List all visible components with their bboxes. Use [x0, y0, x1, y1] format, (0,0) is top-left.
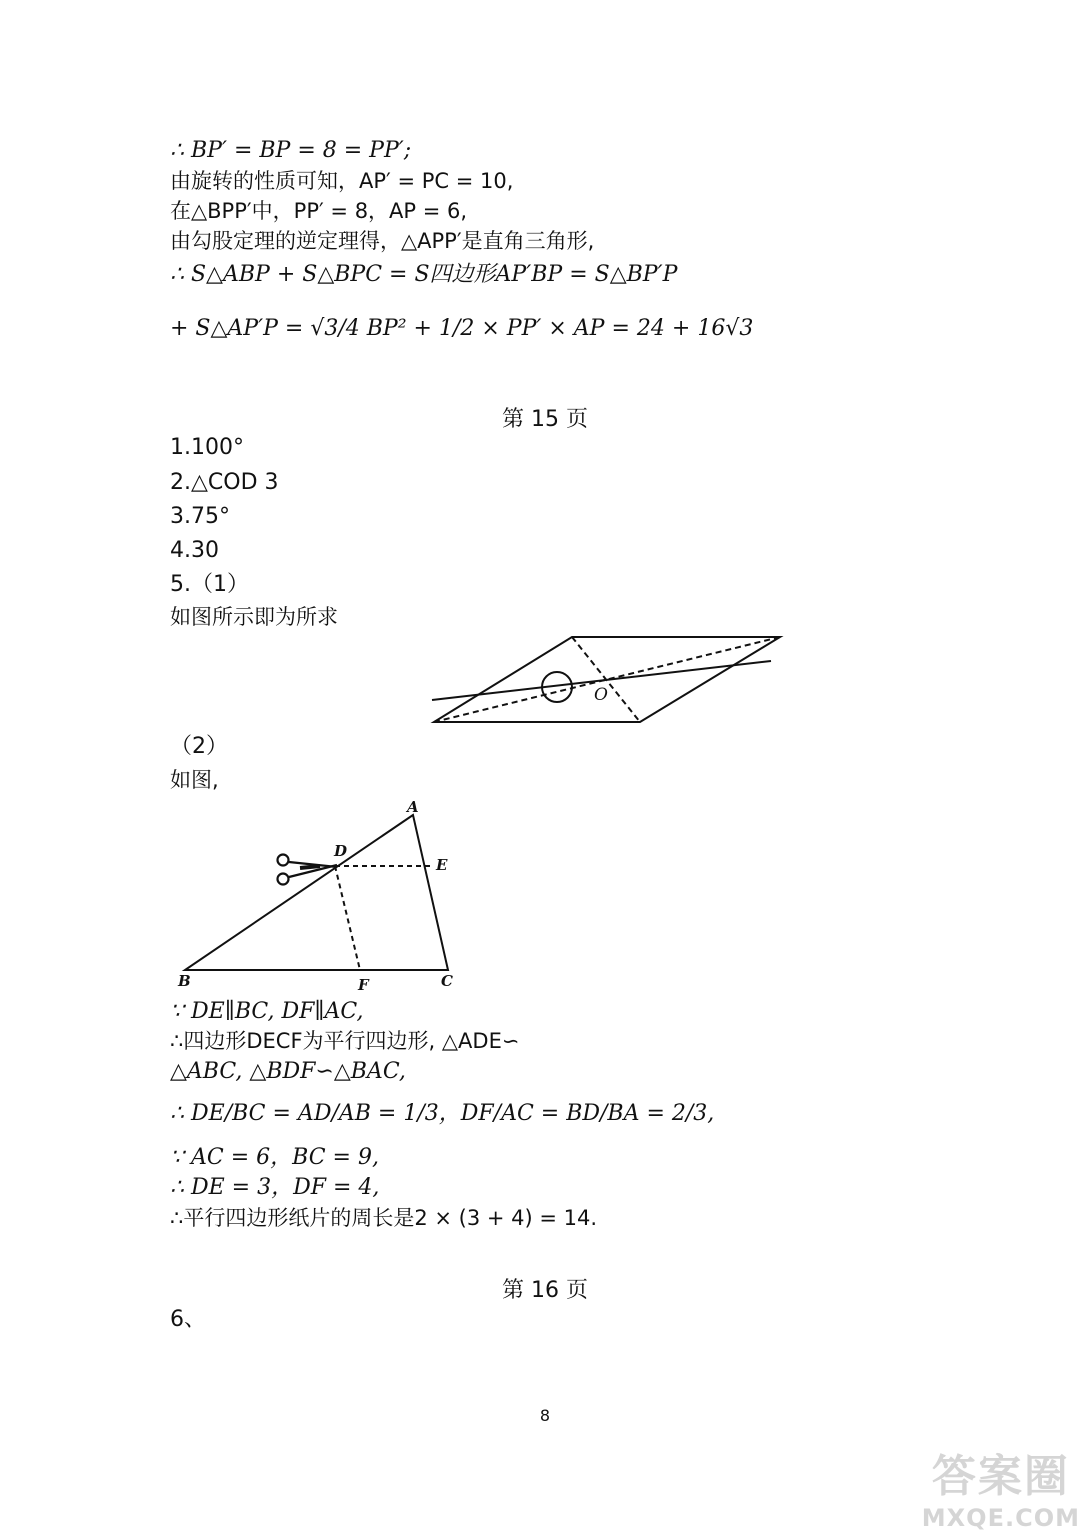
solution-line-3: △ABC, △BDF∽△BAC,	[170, 1059, 406, 1084]
solution-line-1: ∵ DE∥BC, DF∥AC,	[170, 999, 364, 1024]
answer-6: 6、	[170, 1307, 206, 1332]
label-b: B	[178, 972, 191, 990]
label-c: C	[441, 972, 453, 990]
solution-line-7: ∴平行四边形纸片的周长是2 × (3 + 4) = 14.	[170, 1206, 598, 1230]
parallelogram-figure	[428, 630, 788, 730]
triangle-abc	[185, 815, 448, 970]
answer-4: 4.30	[170, 538, 219, 563]
solution-line-6: ∴ DE = 3，DF = 4,	[170, 1175, 380, 1200]
answer-1: 1.100°	[170, 435, 244, 460]
derivation-line-4: 由勾股定理的逆定理得，△APP′是直角三角形,	[170, 229, 595, 253]
triangle-figure	[170, 795, 470, 995]
part2-note: 如图,	[170, 768, 219, 792]
label-o: O	[594, 685, 608, 705]
label-d: D	[334, 842, 348, 860]
answer-5: 5.（1）	[170, 572, 249, 597]
derivation-line-2: 由旋转的性质可知，AP′ = PC = 10,	[170, 169, 514, 193]
label-f: F	[358, 976, 369, 994]
scissors-icon	[278, 855, 338, 885]
watermark	[922, 1440, 1080, 1532]
watermark-url: MXQE.COM	[921, 1504, 1080, 1532]
part2-label: （2）	[170, 734, 228, 759]
solution-line-2: ∴四边形DECF为平行四边形, △ADE∽	[170, 1029, 520, 1053]
section-heading-16: 第 16 页	[502, 1278, 588, 1303]
label-a: A	[407, 798, 419, 816]
derivation-line-3: 在△BPP′中，PP′ = 8，AP = 6,	[170, 199, 468, 223]
diagonal-1	[572, 637, 640, 722]
derivation-line-6: + S△AP′P = √3/4 BP² + 1/2 × PP′ × AP = 24 + 16√3	[170, 316, 754, 341]
section-heading-15: 第 15 页	[502, 407, 588, 432]
solution-line-4: ∴ DE/BC = AD/AB = 1/3，DF/AC = BD/BA = 2/3,	[170, 1101, 715, 1126]
part1-note: 如图所示即为所求	[170, 605, 338, 629]
derivation-line-5: ∴ S△ABP + S△BPC = S四边形AP′BP = S△BP′P	[170, 262, 678, 287]
page-number: 8	[539, 1406, 551, 1425]
watermark-logo: 答案圈	[931, 1451, 1070, 1502]
answer-2: 2.△COD 3	[170, 470, 279, 495]
answer-3: 3.75°	[170, 504, 230, 529]
derivation-line-1: ∴ BP′ = BP = 8 = PP′;	[170, 138, 412, 163]
segment-df	[335, 866, 360, 970]
label-e: E	[436, 856, 448, 874]
solution-line-5: ∵ AC = 6，BC = 9,	[170, 1145, 379, 1170]
